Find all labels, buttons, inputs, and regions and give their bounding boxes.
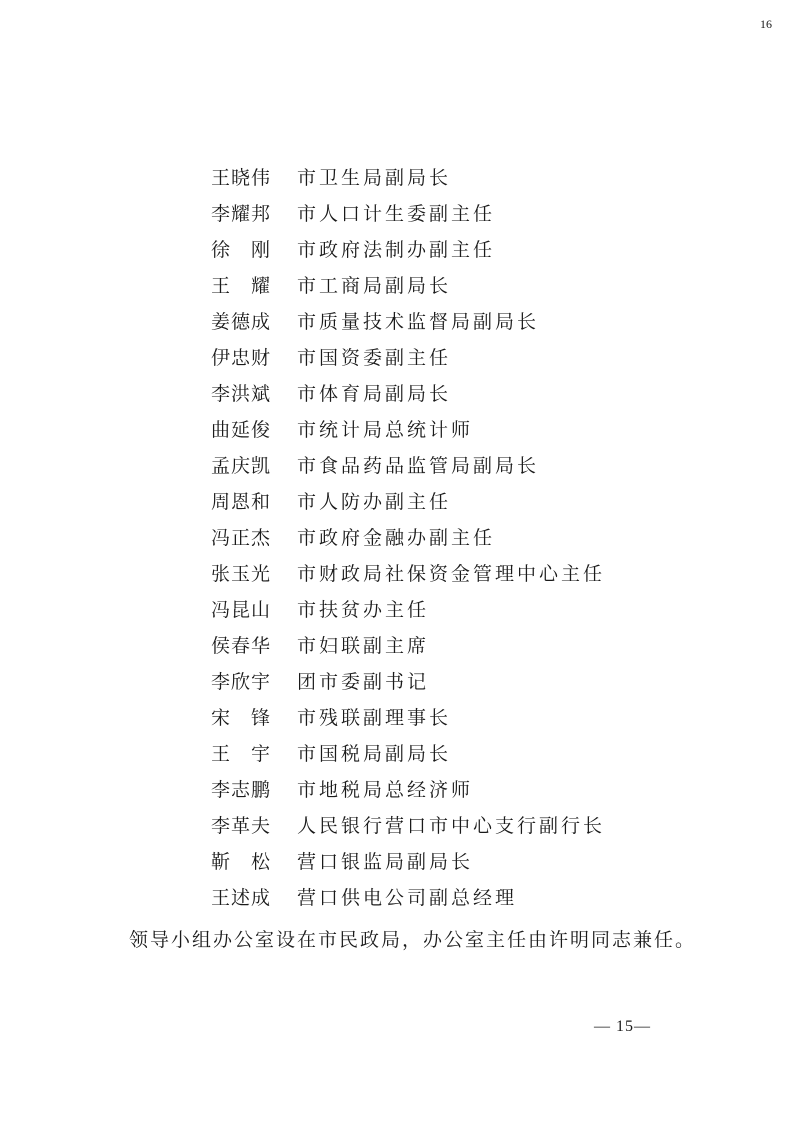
page-number-bottom: — 15— [594, 1018, 651, 1035]
member-name: 王 宇 [211, 743, 272, 765]
member-name: 周恩和 [211, 491, 272, 513]
member-name: 冯昆山 [211, 599, 272, 621]
roster-row [211, 304, 731, 340]
member-title: 市工商局副局长 [297, 275, 452, 297]
member-name: 徐 刚 [211, 239, 272, 261]
member-title: 营口供电公司副总经理 [297, 887, 518, 909]
member-name: 李欣宇 [211, 671, 272, 693]
roster-row [211, 340, 731, 376]
member-title: 市财政局社保资金管理中心主任 [297, 563, 606, 585]
member-title: 营口银监局副局长 [297, 851, 474, 873]
member-name: 冯正杰 [211, 527, 272, 549]
member-title: 人民银行营口市中心支行副行长 [297, 815, 606, 837]
member-title: 市国资委副主任 [297, 347, 452, 369]
member-title: 市卫生局副局长 [297, 167, 452, 189]
roster-row [211, 844, 731, 880]
member-name: 王晓伟 [211, 167, 272, 189]
roster-row [211, 628, 731, 664]
roster-row [211, 196, 731, 232]
member-name: 李洪斌 [211, 383, 272, 405]
member-title: 市政府金融办副主任 [297, 527, 496, 549]
member-title: 市人口计生委副主任 [297, 203, 496, 225]
roster-row [211, 664, 731, 700]
office-note: 领导小组办公室设在市民政局，办公室主任由许明同志兼任。 [129, 929, 697, 951]
member-name: 姜德成 [211, 311, 272, 333]
member-title: 市政府法制办副主任 [297, 239, 496, 261]
member-name: 李革夫 [211, 815, 272, 837]
member-title: 市国税局副局长 [297, 743, 452, 765]
member-title: 市统计局总统计师 [297, 419, 474, 441]
member-title: 市地税局总经济师 [297, 779, 474, 801]
roster-row [211, 412, 731, 448]
member-roster [211, 160, 731, 916]
member-name: 王述成 [211, 887, 272, 909]
roster-row [211, 592, 731, 628]
roster-row [211, 160, 731, 196]
member-name: 孟庆凯 [211, 455, 272, 477]
roster-row [211, 700, 731, 736]
member-name: 张玉光 [211, 563, 272, 585]
roster-row [211, 448, 731, 484]
page-number-top: 16 [760, 17, 772, 31]
roster-row [211, 880, 731, 916]
member-name: 曲延俊 [211, 419, 272, 441]
member-name: 宋 锋 [211, 707, 272, 729]
member-name: 侯春华 [211, 635, 272, 657]
member-name: 王 耀 [211, 275, 272, 297]
member-name: 李志鹏 [211, 779, 272, 801]
member-title: 市扶贫办主任 [297, 599, 430, 621]
member-title: 市食品药品监管局副局长 [297, 455, 540, 477]
roster-row [211, 376, 731, 412]
member-title: 市残联副理事长 [297, 707, 452, 729]
roster-row [211, 268, 731, 304]
member-title: 团市委副书记 [297, 671, 430, 693]
roster-row [211, 232, 731, 268]
roster-row [211, 736, 731, 772]
member-title: 市妇联副主席 [297, 635, 430, 657]
roster-row [211, 484, 731, 520]
roster-row [211, 772, 731, 808]
member-name: 靳 松 [211, 851, 272, 873]
roster-row [211, 520, 731, 556]
roster-row [211, 556, 731, 592]
member-name: 伊忠财 [211, 347, 272, 369]
member-name: 李耀邦 [211, 203, 272, 225]
roster-row [211, 808, 731, 844]
member-title: 市质量技术监督局副局长 [297, 311, 540, 333]
member-title: 市体育局副局长 [297, 383, 452, 405]
member-title: 市人防办副主任 [297, 491, 452, 513]
